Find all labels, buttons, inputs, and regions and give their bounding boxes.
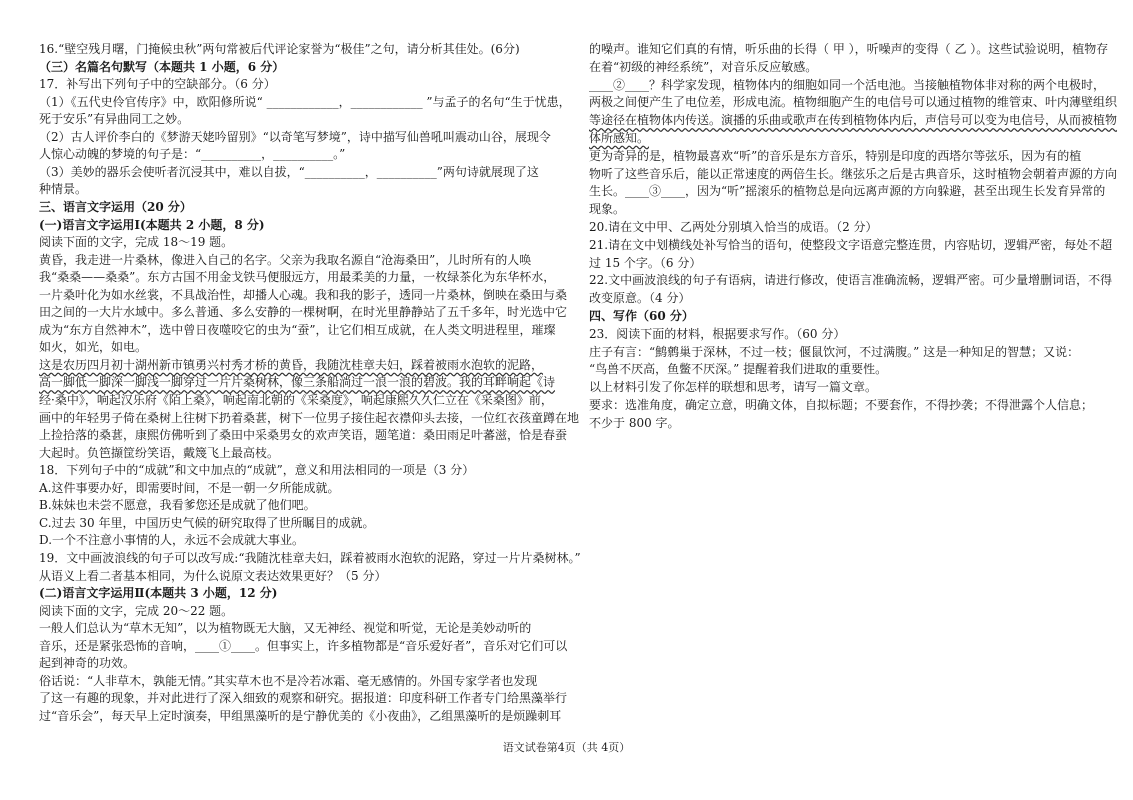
right-text-line: 过 15 个字。（6 分） [589, 255, 702, 270]
right-text-line: 物听了这些音乐后，能以正常速度的两倍生长。继弦乐之后是古典音乐，这时植物会朝着声源的方向 [589, 166, 1118, 181]
right-text-line: 等途径在植物体内传送。演播的乐曲或歌声在传到植物体内后，声信号可以变为电信号，从而被植物 [589, 113, 1118, 128]
right-text-line: 20.请在文中甲、乙两处分别填入恰当的成语。（2 分） [589, 220, 878, 234]
left-text-line: 黄昏，我走进一片桑林，像进入自己的名字。父亲为我取名源自“沧海桑田”，儿时所有的人唤 [39, 252, 532, 267]
left-text-line: 田之间的一大片水域中。多么普通、多么安静的一棵树啊，在时光里静静站了五千多年，时光选中它 [39, 305, 568, 320]
left-text-line: C.过去 30 年里，中国历史气候的研究取得了世所瞩目的成就。 [39, 515, 375, 530]
left-text-line: 种情景。 [39, 182, 88, 197]
right-text-line: 更为奇异的是，植物最喜欢“听”的音乐是东方音乐，特别是印度的西塔尔等弦乐，因为有的植 [589, 148, 1082, 163]
left-text-line: 过“音乐会”，每天早上定时演奏，甲组黑藻听的是宁静优美的《小夜曲》，乙组黑藻听的是烦躁刺耳 [39, 708, 562, 723]
left-text-line: （三）名篇名句默写（本题共 1 小题，6 分） [39, 59, 285, 74]
left-text-line: 起到神奇的功效。 [39, 656, 136, 671]
left-text-line: 阅读下面的文字，完成 20～22 题。 [39, 603, 234, 618]
right-text-line: 23．阅读下面的材料，根据要求写作。（60 分） [589, 326, 846, 341]
left-text-line: 19．文中画波浪线的句子可以改写成:“我随沈桂章夫妇，踩着被雨水泡软的泥路，穿过一片片桑树林。” [39, 550, 581, 565]
right-text-line: 庄子有言：“鹪鹩巢于深林，不过一枝；偃鼠饮河，不过满腹。” 这是一种知足的智慧；又说： [589, 344, 1080, 359]
left-text-line: （2）古人评价李白的《梦游天姥吟留别》“以奇笔写梦境”，诗中描写仙兽吼叫震动山谷，展现令 [39, 129, 551, 144]
left-text-line: 18．下列句子中的“成就”和文中加点的“成就”，意义和用法相同的一项是（3 分） [39, 463, 475, 478]
right-text-line: 两极之间便产生了电位差，形成电流。植物细胞产生的电信号可以通过植物的维管束、叶内薄壁组织 [589, 95, 1118, 110]
left-text-line: 一般人们总认为“草木无知”，以为植物既无大脑，又无神经、视觉和听觉，无论是美妙动听的 [39, 621, 532, 636]
left-text-line: 三、语言文字运用（20 分） [39, 199, 192, 214]
left-text-line: 死于安乐”有异曲同工之妙。 [39, 112, 190, 127]
left-text-line: 人惊心动魄的梦境的句子是：“__________，__________。” [39, 147, 346, 162]
left-text-line: 俗话说：“人非草木，孰能无情。”其实草木也不是冷若冰霜、毫无感情的。外国专家学者也发现 [39, 673, 538, 688]
right-text-line: 改变原意。（4 分） [589, 291, 691, 306]
left-text-line: 音乐，还是紧张恐怖的音响，____①____。但事实上，许多植物都是“音乐爱好者”，音乐对它们可以 [39, 638, 568, 653]
left-text-line: 经·桑中》，响起汉乐府《陌上桑》，响起南北朝的《采桑度》，响起康熙久久仁立在《采桑图》前， [39, 393, 553, 407]
left-text-line: 画中的年轻男子倚在桑树上往树下扔着桑葚，树下一位男子接住起衣襟仰头去接，一位红衣孩童蹲在地 [39, 410, 580, 425]
left-text-line: A.这件事要办好，即需要时间，不是一朝一夕所能成就。 [39, 480, 340, 495]
right-text-line: 要求：选准角度，确定立意，明确文体，自拟标题；不要套作，不得抄袭；不得泄露个人信息； [589, 398, 1094, 412]
right-text-line: ____②____？科学家发现，植物体内的细胞如同一个活电池。当接触植物体非对称的两个电极时， [589, 77, 1106, 92]
left-text-line: 从语义上看二者基本相同，为什么说原文表达效果更好？（5 分） [39, 568, 387, 583]
left-text-line: D.一个不注意小事情的人，永远不会成就大事业。 [39, 533, 305, 548]
right-text-line: 21.请在文中划横线处补写恰当的语句，使整段文字语意完整连贯，内容贴切，逻辑严密，每处不超 [589, 237, 1113, 252]
left-text-line: 了这一有趣的现象，并对此进行了深入细致的观察和研究。据报道：印度科研工作者专门给黑藻举行 [39, 691, 568, 706]
left-text-line: 16.“壁空残月曙，门掩候虫秋”两句常被后代评论家誉为“极佳”之句，请分析其佳处。(6分) [39, 42, 520, 56]
left-text-line: 这是农历四月初十湖州新市镇勇兴村秀才桥的黄昏，我随沈桂章夫妇，踩着被雨水泡软的泥路， [39, 357, 544, 372]
right-text-line: 体所感知。 [589, 131, 650, 145]
right-text-line: 现象。 [589, 202, 626, 217]
right-text-line: 不少于 800 字。 [589, 415, 680, 430]
left-text-line: (一)语言文字运用Ⅰ(本题共 2 小题，8 分) [39, 217, 265, 232]
left-text-line: (二)语言文字运用Ⅱ(本题共 3 小题，12 分) [39, 586, 278, 601]
left-text-line: 17．补写出下列句子中的空缺部分。（6 分） [39, 77, 276, 92]
right-text-line: 在着“初级的神经系统”，对音乐反应敏感。 [589, 59, 818, 74]
right-text-line: 的噪声。谁知它们真的有情，听乐曲的长得（ 甲 ），听噪声的变得（ 乙 ）。这些试验说明，植物存 [589, 42, 1109, 56]
left-text-line: 大起时。负笆撷筐纷笑语，戴篾飞上最高枝。 [39, 445, 280, 460]
left-text-line: 上捡拾落的桑葚，康熙仿佛听到了桑田中采桑男女的欢声笑语，题笔道：桑田雨足叶蕃滋，恰是春蚕 [39, 428, 568, 443]
left-text-line: （3）美妙的器乐会使听者沉浸其中，难以自拔，“__________，__________”两句诗就展现了这 [39, 164, 539, 179]
page-footer: 语文试卷第4页（共 4页） [502, 741, 631, 754]
right-text-line: “鸟兽不厌高，鱼鳖不厌深。” 提醒着我们进取的重要性。 [589, 362, 888, 377]
left-text-line: 阅读下面的文字，完成 18～19 题。 [39, 235, 234, 250]
right-text-line: 22.文中画波浪线的句子有语病，请进行修改，使语言准确流畅，逻辑严密。可少量增删词语，不得 [589, 273, 1113, 288]
left-text-line: 一片桑叶化为如水丝裳，不具战治性，却播人心魂。我和我的影子，透同一片桑林，倒映在桑田与桑 [39, 287, 568, 302]
left-text-line: 成为“东方自然神木”，选中曾日夜噬咬它的虫为“蚕”，让它们相互成就，在人类文明进程里，璀璨 [39, 322, 556, 337]
left-text-line: 高一脚低一脚深一脚浅一脚穿过一片片桑树林，像三条船淌过一浪一浪的碧波。我的耳畔响起《诗 [39, 375, 556, 390]
left-text-line: B.妹妹也未尝不愿意，我看爹您还是成就了他们吧。 [39, 498, 316, 513]
right-text-line: 四、写作（60 分） [589, 309, 694, 323]
left-text-line: 我“桑桑——桑桑”。东方古国不用金戈铁马便服远方，用最柔美的力量，一枚绿茶化为东华杯水， [39, 270, 556, 285]
right-text-line: 生长。____③____，因为“听”摇滚乐的植物总是向远离声源的方向躲避，甚至出现生长发育异常的 [589, 184, 1106, 199]
right-text-line: 以上材料引发了你怎样的联想和思考，请写一篇文章。 [589, 380, 878, 395]
left-text-line: （1）《五代史伶官传序》中，欧阳修所说“ ____________，____________ ”与孟子的名句“生于忧患， [39, 94, 571, 109]
left-text-line: 如火，如光，如电。 [39, 340, 148, 355]
